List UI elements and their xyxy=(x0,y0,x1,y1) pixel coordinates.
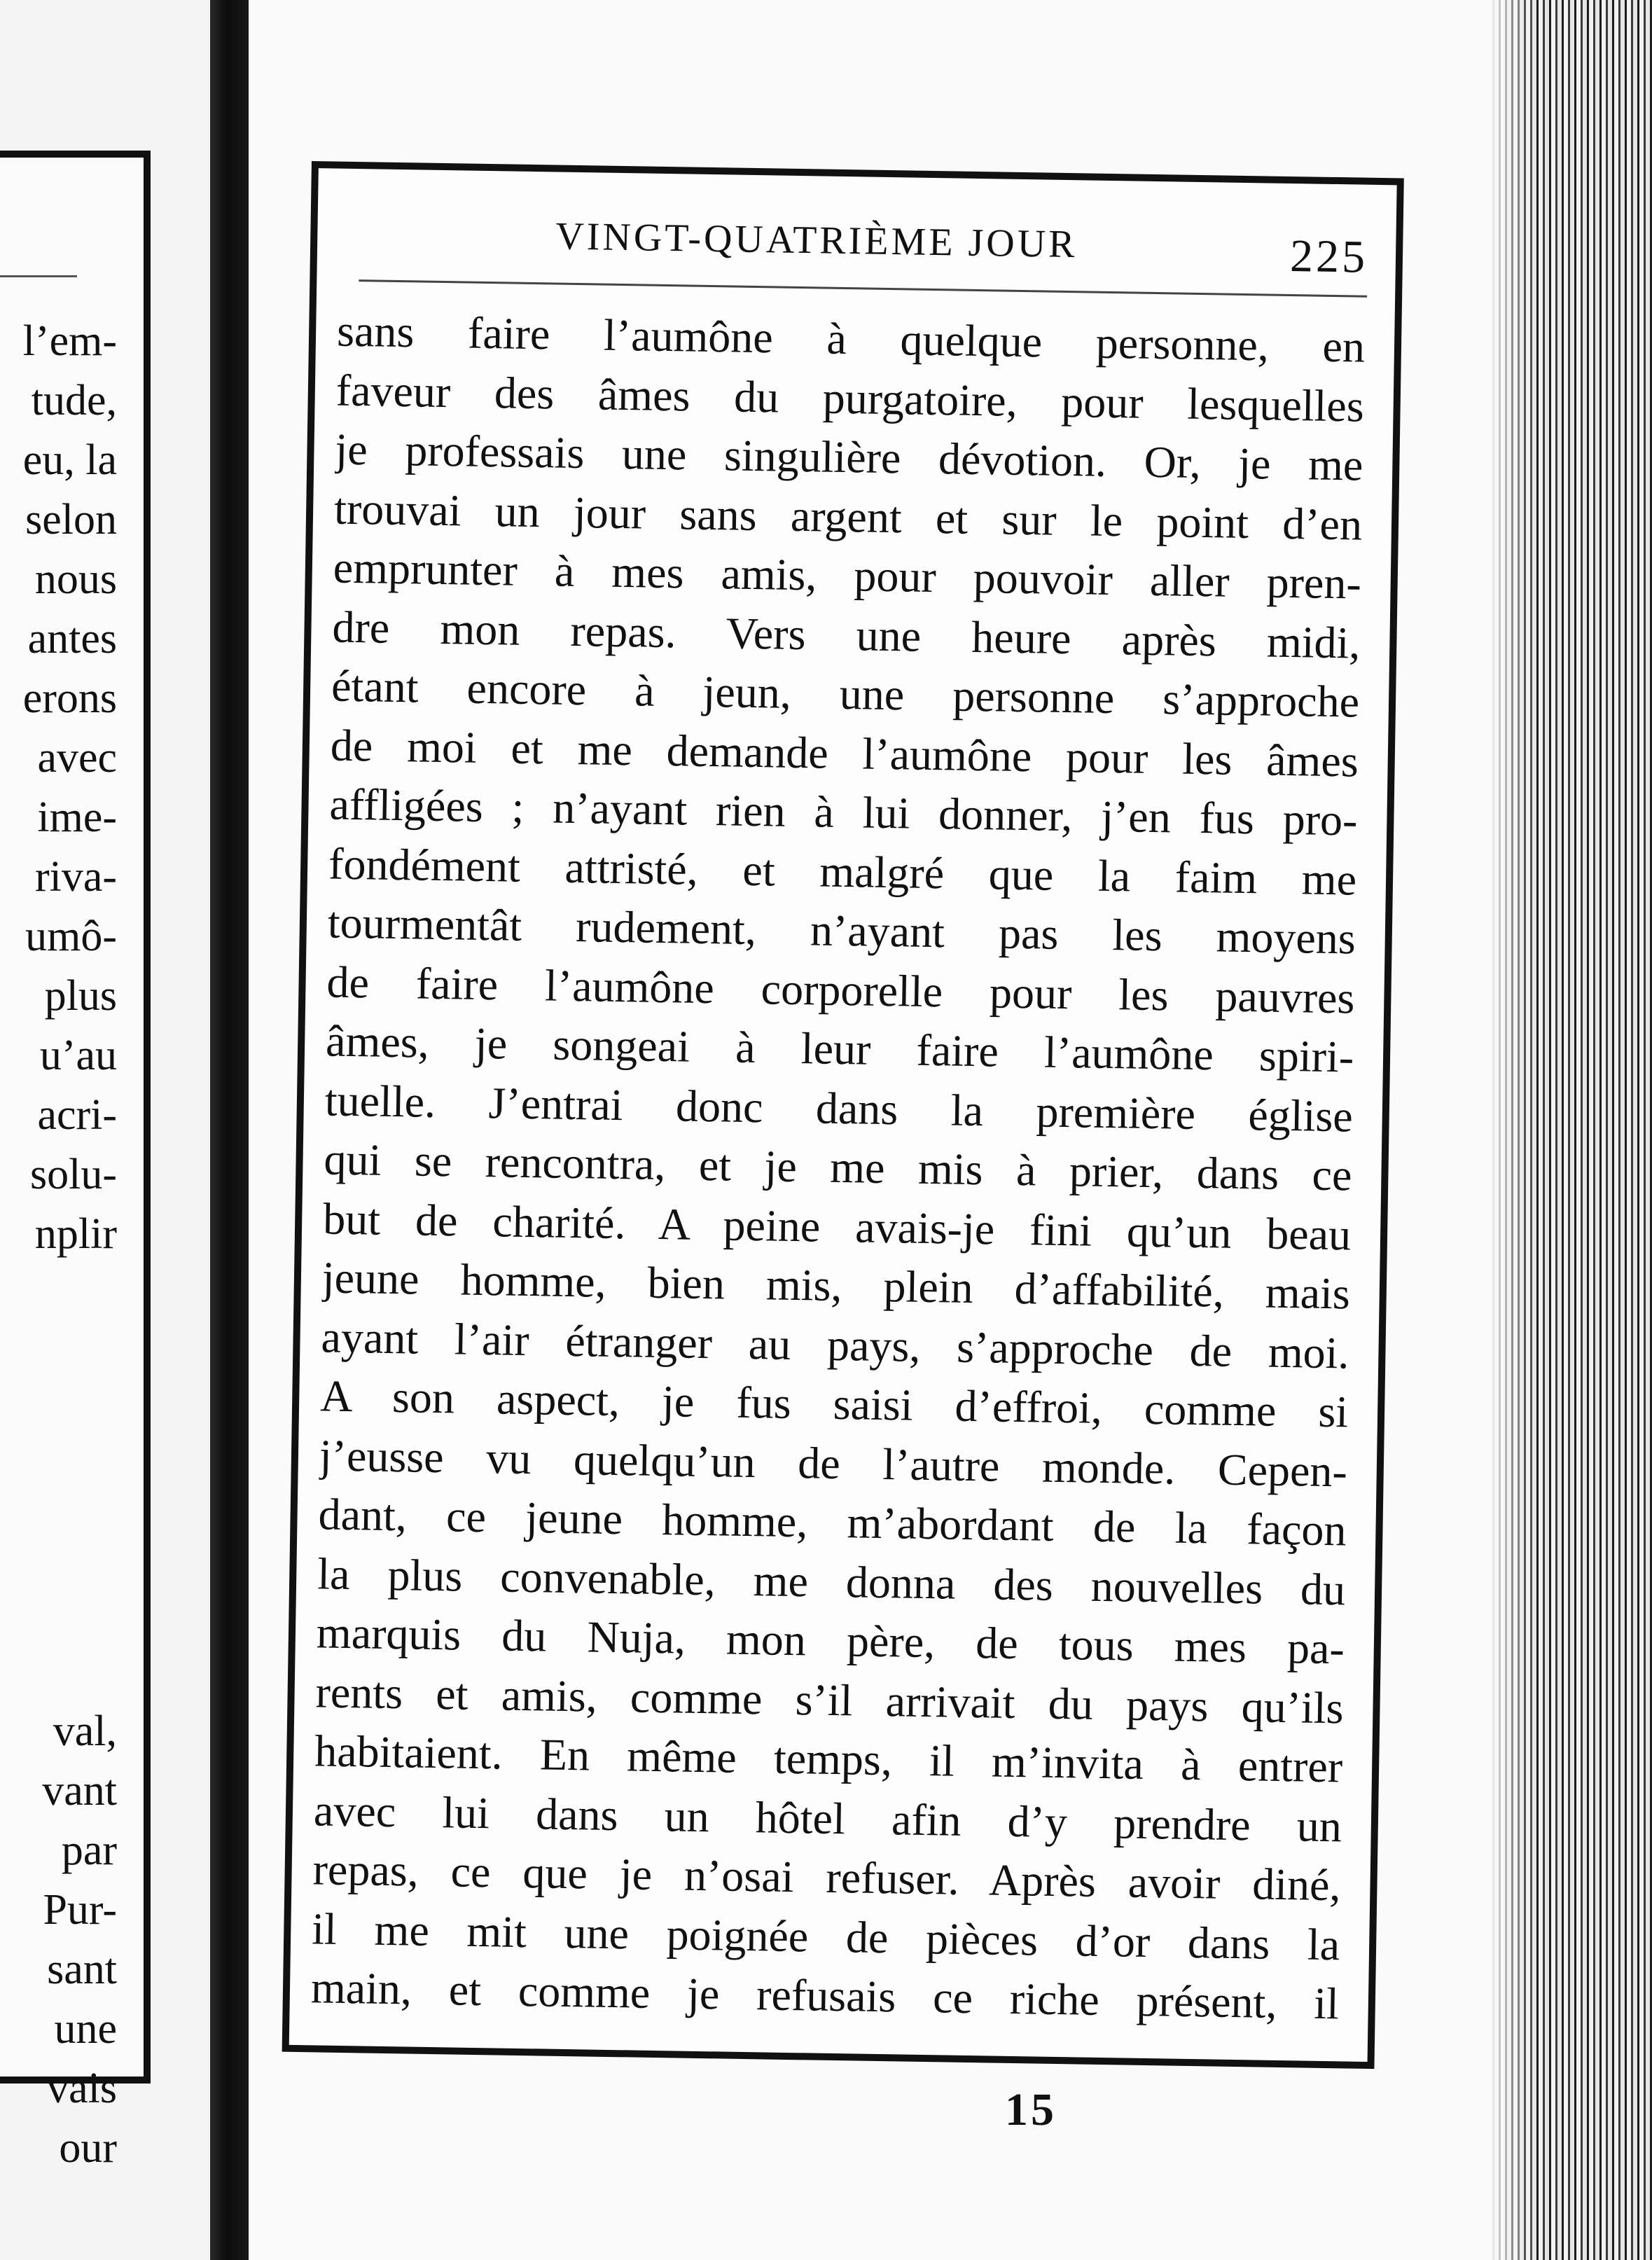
left-word: solu- xyxy=(30,1151,117,1198)
left-word: val, xyxy=(53,1707,117,1755)
text-line: âmes, je songeai à leur faire l’aumône spiri- xyxy=(325,1015,1354,1082)
left-word: umô- xyxy=(25,913,117,960)
left-word: Pur- xyxy=(43,1886,117,1934)
text-line: de faire l’aumône corporelle pour les pauvres xyxy=(326,956,1355,1023)
text-line: il me mit une poignée de pièces d’or dans la xyxy=(311,1903,1340,1969)
text-line: de moi et me demande l’aumône pour les âmes xyxy=(330,720,1359,786)
text-line: jeune homme, bien mis, plein d’affabilité, mais xyxy=(321,1252,1351,1319)
text-line: j’eusse vu quelqu’un de l’autre monde. Cepen- xyxy=(319,1429,1348,1496)
left-word: nplir xyxy=(34,1210,117,1258)
text-line: A son aspect, je fus saisi d’effroi, comme si xyxy=(319,1371,1349,1437)
page-number: 225 xyxy=(1289,230,1368,283)
text-line: affligées ; n’ayant rien à lui donner, j’en fus pro- xyxy=(329,779,1358,845)
body-text xyxy=(310,302,1365,2034)
left-word: u’au xyxy=(39,1032,117,1079)
text-line: main, et comme je refusais ce riche présent, il xyxy=(310,1962,1340,2029)
text-line: emprunter à mes amis, pour pouvoir aller pren- xyxy=(333,542,1362,609)
left-word: avec xyxy=(37,734,117,782)
text-frame xyxy=(282,161,1404,2069)
text-line: marquis du Nuja, mon père, de tous mes pa- xyxy=(316,1607,1345,1674)
text-line: sans faire l’aumône à quelque personne, en xyxy=(336,305,1366,372)
left-word: l’em- xyxy=(22,317,117,365)
left-page-lower-words xyxy=(42,1702,117,2178)
left-word: plus xyxy=(44,972,117,1020)
running-head xyxy=(317,210,1396,290)
left-word: sant xyxy=(47,1946,117,1993)
text-line: qui se rencontra, et je me mis à prier, dans ce xyxy=(324,1134,1352,1200)
left-page xyxy=(0,0,210,2260)
left-word: antes xyxy=(27,615,117,663)
main-page xyxy=(249,0,1579,2260)
text-line: trouvai un jour sans argent et sur le point d’en xyxy=(333,483,1363,550)
left-word: vant xyxy=(42,1767,117,1815)
text-line: tourmentât rudement, n’ayant pas les moyens xyxy=(327,897,1356,964)
left-word: par xyxy=(61,1826,117,1874)
left-word: vais xyxy=(47,2065,117,2112)
text-line: étant encore à jeun, une personne s’approche xyxy=(331,660,1360,727)
text-line: dre mon repas. Vers une heure après midi, xyxy=(332,602,1361,668)
left-word: erons xyxy=(22,674,117,722)
text-line: rents et amis, comme s’il arrivait du pays qu’ils xyxy=(315,1666,1345,1733)
left-word: une xyxy=(54,2005,117,2053)
page-edge-fade xyxy=(1488,0,1537,2260)
left-page-words xyxy=(23,312,117,1264)
text-line: dant, ce jeune homme, m’abordant de la façon xyxy=(318,1489,1347,1555)
text-line: je professais une singulière dévotion. Or, je me xyxy=(334,424,1363,490)
text-line: but de charité. A peine avais-je fini qu’un beau xyxy=(322,1193,1352,1259)
text-line: la plus convenable, me donna des nouvelles du xyxy=(317,1548,1346,1614)
text-line: avec lui dans un hôtel afin d’y prendre un xyxy=(313,1784,1342,1851)
left-page-frame xyxy=(0,151,151,2172)
left-word: tude, xyxy=(31,377,117,424)
text-line: repas, ce que je n’osai refuser. Après avoir diné, xyxy=(312,1844,1342,1911)
left-word: ime- xyxy=(37,793,117,841)
signature-mark: 15 xyxy=(1005,2084,1057,2135)
text-line: ayant l’air étranger au pays, s’approche de moi. xyxy=(321,1311,1350,1378)
left-word: selon xyxy=(25,496,117,543)
left-word: eu, la xyxy=(22,436,117,484)
left-word: nous xyxy=(34,555,117,603)
running-title: VINGT-QUATRIÈME JOUR xyxy=(555,214,1078,267)
text-line: faveur des âmes du purgatoire, pour lesquelles xyxy=(335,365,1365,431)
text-line: fondément attristé, et malgré que la faim me xyxy=(328,838,1357,905)
text-line: tuelle. J’entrai donc dans la première église xyxy=(324,1074,1354,1142)
text-line: habitaient. En même temps, il m’invita à entrer xyxy=(314,1726,1343,1792)
left-word: riva- xyxy=(34,853,117,901)
left-head-rule xyxy=(0,275,77,277)
left-word: our xyxy=(59,2124,117,2172)
left-word: acri- xyxy=(37,1091,117,1139)
book-gutter xyxy=(210,0,252,2260)
